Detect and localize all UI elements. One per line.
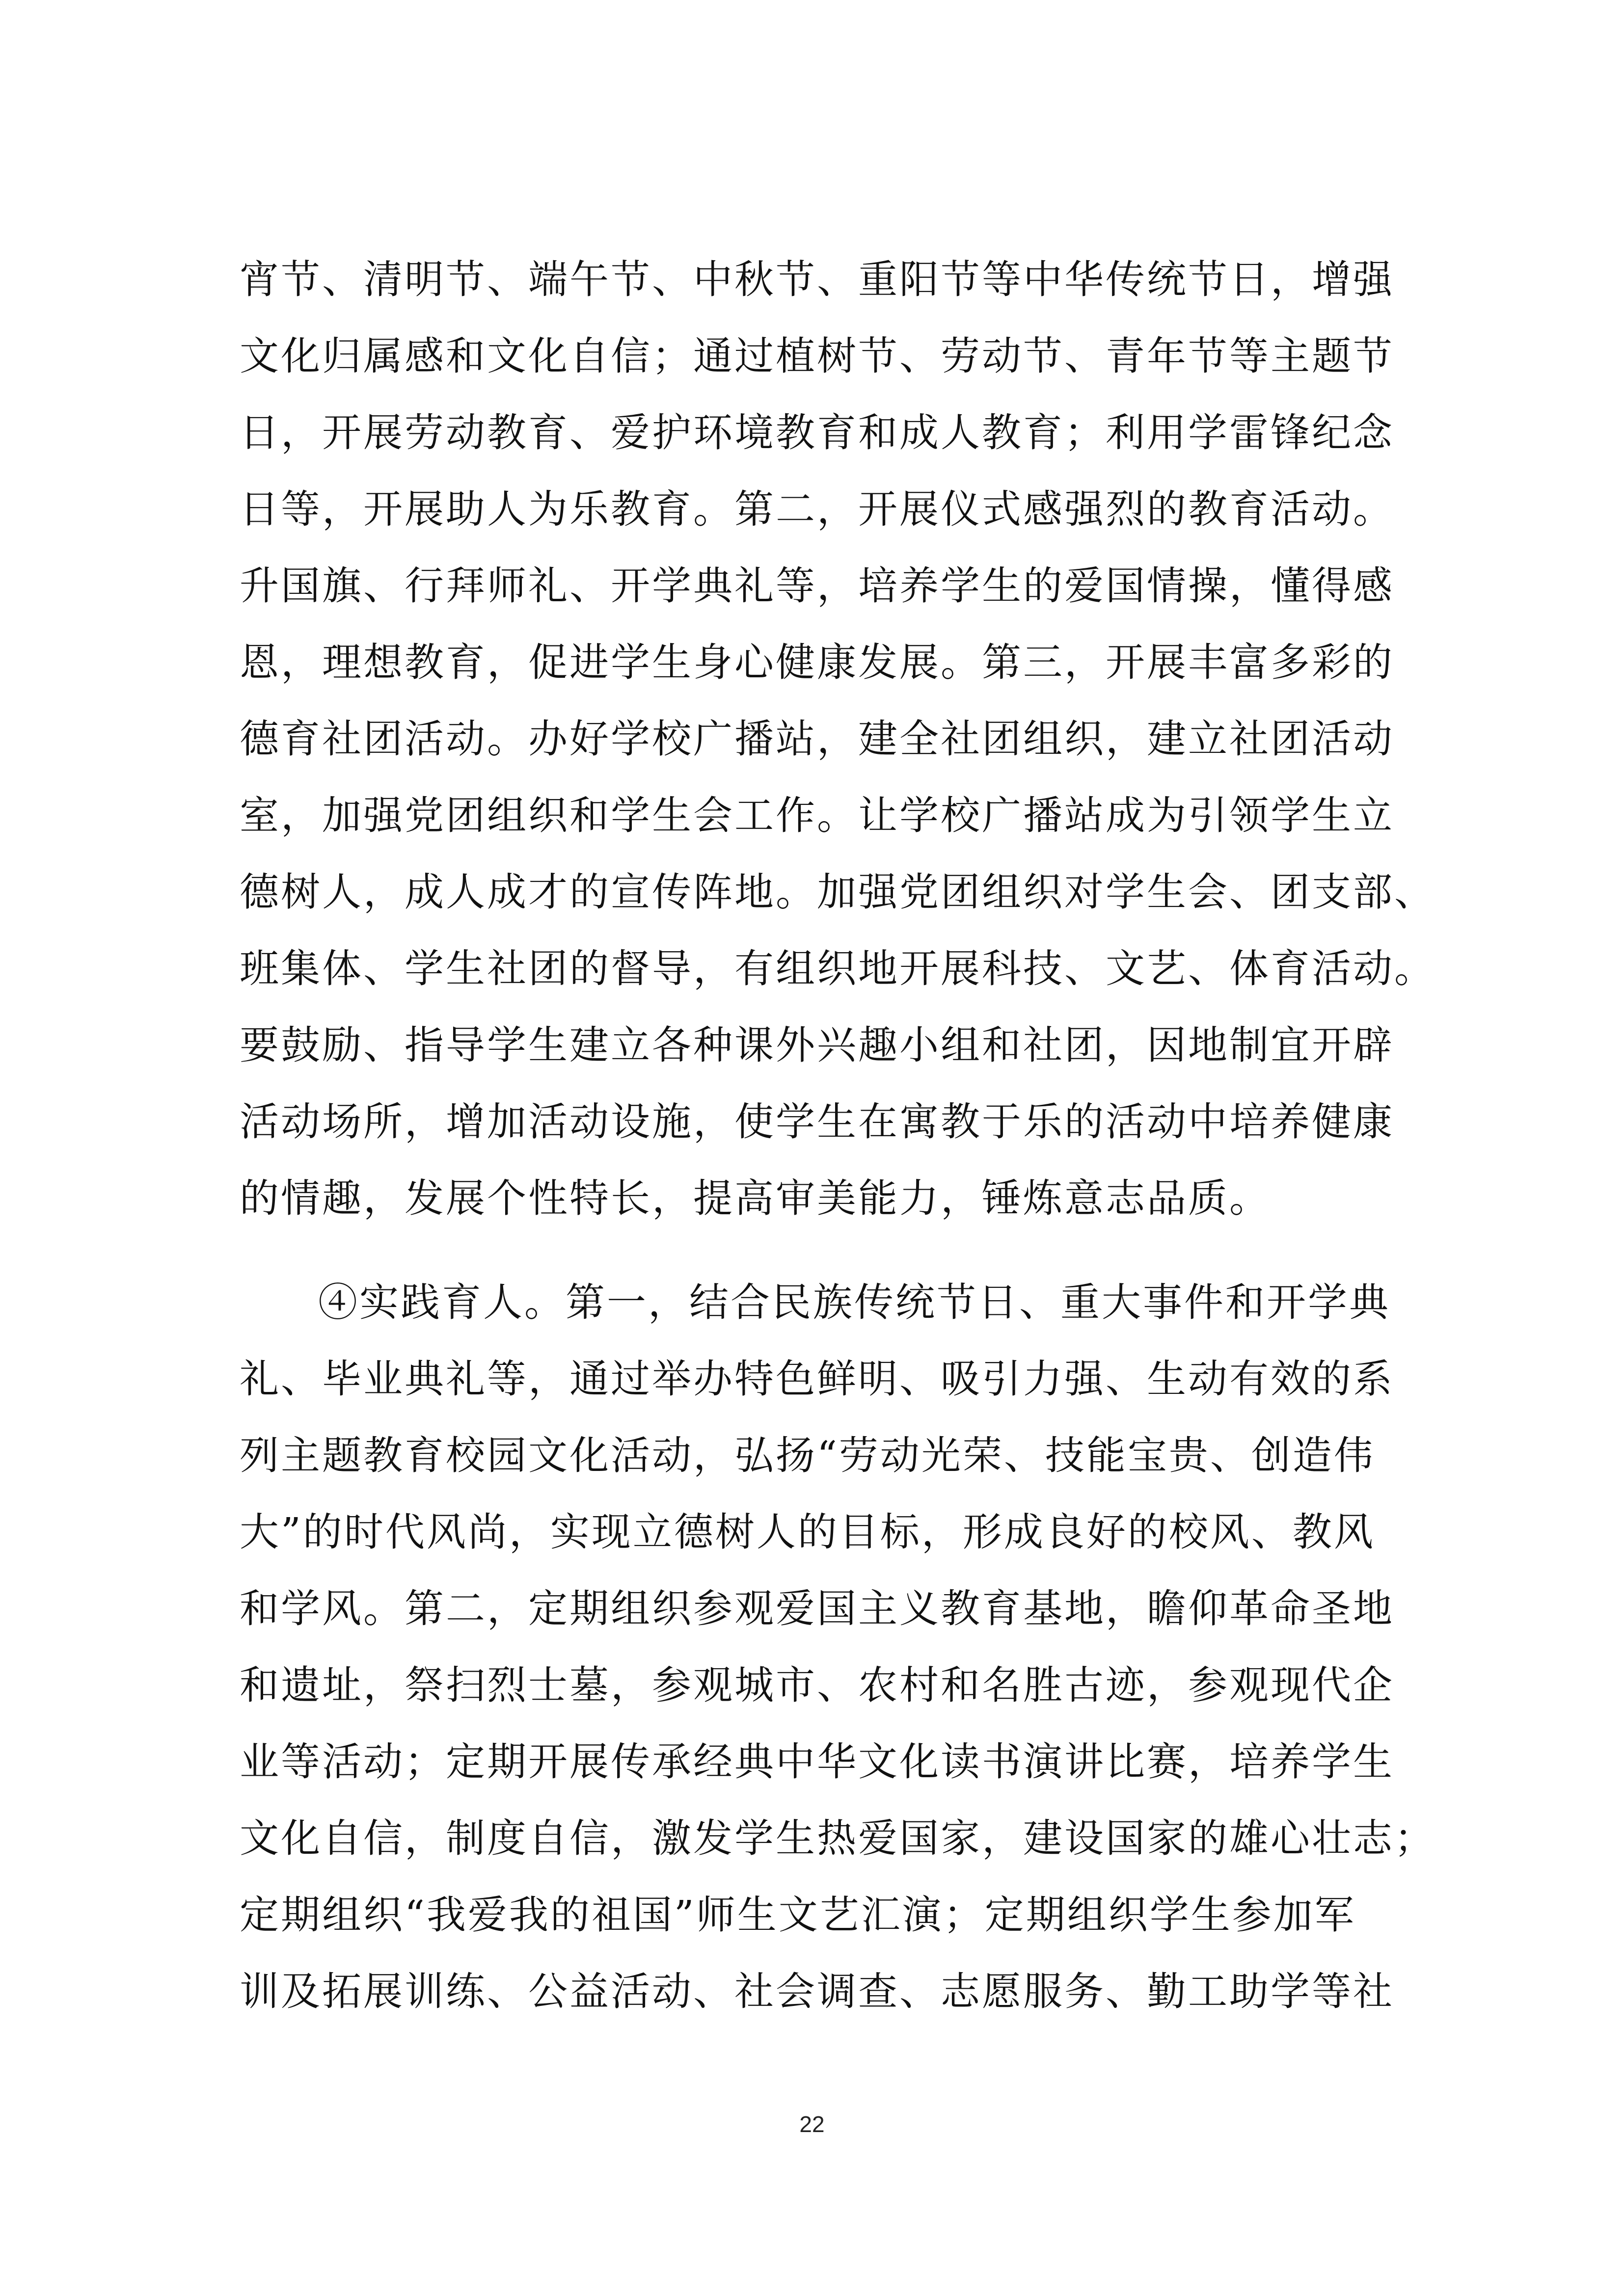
text-line: 和学风。第二，定期组织参观爱国主义教育基地，瞻仰革命圣地	[240, 1586, 1394, 1631]
text-line: 宵节、清明节、端午节、中秋节、重阳节等中华传统节日，增强	[240, 257, 1394, 302]
text-line: 日，开展劳动教育、爱护环境教育和成人教育；利用学雷锋纪念	[240, 410, 1394, 455]
text-line: 业等活动；定期开展传承经典中华文化读书演讲比赛，培养学生	[240, 1739, 1394, 1785]
text-line: 要鼓励、指导学生建立各种课外兴趣小组和社团，因地制宜开辟	[240, 1022, 1394, 1068]
text-line: 列主题教育校园文化活动，弘扬“劳动光荣、技能宝贵、创造伟	[240, 1433, 1375, 1478]
text-line: 日等，开展助人为乐教育。第二，开展仪式感强烈的教育活动。	[240, 486, 1394, 532]
text-line: 德树人，成人成才的宣传阵地。加强党团组织对学生会、团支部、	[240, 869, 1435, 915]
text-line: 文化自信，制度自信，激发学生热爱国家，建设国家的雄心壮志；	[240, 1815, 1435, 1861]
text-line: 班集体、学生社团的督导，有组织地开展科技、文艺、体育活动。	[240, 946, 1435, 991]
text-line: ④实践育人。第一，结合民族传统节日、重大事件和开学典	[318, 1280, 1390, 1325]
text-line: 大”的时代风尚，实现立德树人的目标，形成良好的校风、教风	[240, 1509, 1375, 1555]
page-number: 22	[799, 2111, 825, 2137]
text-line: 定期组织“我爱我的祖国”师生文艺汇演；定期组织学生参加军	[240, 1892, 1356, 1938]
text-line: 礼、毕业典礼等，通过举办特色鲜明、吸引力强、生动有效的系	[240, 1356, 1394, 1402]
text-line: 的情趣，发展个性特长，提高审美能力，锤炼意志品质。	[240, 1175, 1271, 1221]
text-line: 和遗址，祭扫烈士墓，参观城市、农村和名胜古迹，参观现代企	[240, 1662, 1394, 1708]
text-line: 升国旗、行拜师礼、开学典礼等，培养学生的爱国情操，懂得感	[240, 563, 1394, 609]
text-line: 德育社团活动。办好学校广播站，建全社团组织，建立社团活动	[240, 716, 1394, 762]
text-line: 文化归属感和文化自信；通过植树节、劳动节、青年节等主题节	[240, 333, 1394, 379]
text-line: 活动场所，增加活动设施，使学生在寓教于乐的活动中培养健康	[240, 1099, 1394, 1145]
text-line: 室，加强党团组织和学生会工作。让学校广播站成为引领学生立	[240, 793, 1394, 838]
text-line: 训及拓展训练、公益活动、社会调查、志愿服务、勤工助学等社	[240, 1969, 1394, 2014]
text-line: 恩，理想教育，促进学生身心健康发展。第三，开展丰富多彩的	[240, 640, 1394, 685]
